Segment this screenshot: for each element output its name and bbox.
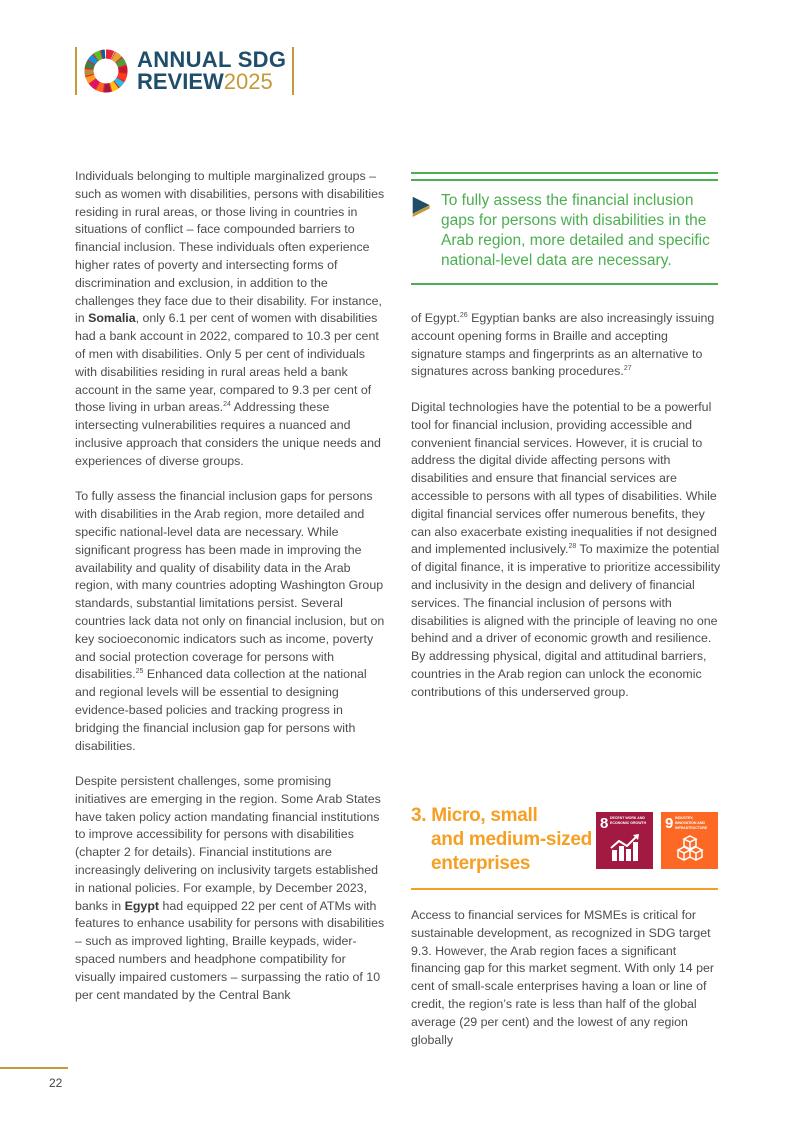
title-year: 2025 [223,69,273,94]
paragraph [411,399,721,702]
cubes-icon [675,834,705,864]
left-column [75,168,385,1022]
text: Enhanced data collection at the national and regional levels will be essential to designing evidence-based policies and tracking progress in bridging the financial inclusion gap for persons with disabilities. [75,667,367,753]
title-line-1: ANNUAL SDG [137,47,287,72]
text: To fully assess the financial inclusion gaps for persons with disabilities in the Arab region, more detailed and specific national-level data are necessary. While significant progress has been made in improving the availability and quality of disability data in the Arab region, with many countries adopting Washington Group standards, substantial limitations persist. Several countries lack data not only on financial inclusion, but on key socioeconomic indicators such as income, poverty and social protection coverage for persons with disabilities. [75,489,385,682]
sdg-number: 9 [665,815,674,832]
text: To maximize the potential of digital finance, it is imperative to prioritize accessibility and inclusivity in the design and delivery of financial services. The financial inclusion of persons with disabilities is aligned with the principle of leaving no one behind and a driver of economic growth and resilience. By addressing physical, digital and attitudinal barriers, countries in the Arab region can unlock the economic contributions of this underserved group. [411,542,721,699]
pull-quote-top-rule [411,172,718,181]
triangle-pointer-icon [411,191,433,217]
text: of Egypt. [411,311,460,325]
right-column [411,310,721,719]
footer-rule [0,1067,68,1069]
paragraph [75,168,385,471]
title-review: REVIEW [137,69,224,94]
section-rule [411,888,718,890]
report-header [75,46,294,96]
page-number: 22 [49,1076,63,1090]
paragraph [75,488,385,755]
sdg-number: 8 [600,815,609,832]
sdg-icons [596,804,718,876]
pull-quote-text: To fully assess the financial inclusion gaps for persons with disabilities in the Arab region, more detailed and specific national-level data are necessary. [441,192,710,269]
section-msme [411,804,718,890]
header-divider-right [292,47,294,95]
sdg-8-badge [596,812,653,869]
paragraph: Access to financial services for MSMEs is critical for sustainable development, as recognized in SDG target 9.3. However, the Arab region faces a significant financing gap for this market segment. With only 14 per cent of small-scale enterprises having a loan or line of credit, the region’s rate is less than half of the global average (29 per cent) and the lowest of any region globally [411,908,715,1047]
text: Egyptian banks are also increasingly issuing account opening forms in Braille and accepting signature stamps and fingerprints as an alternative to signatures across banking procedures. [411,311,715,379]
text: Addressing these intersecting vulnerabilities requires a nuanced and inclusive approach that considers the unique needs and experiences of diverse groups. [75,400,381,468]
text: , only 6.1 per cent of women with disabilities had a bank account in 2022, compared to 10.3 per cent of men with disabilities. Only 5 per cent of individuals with disabilities residing in rural areas held a bank account in the same year, compared to 9.3 per cent of those living in urban areas. [75,311,379,415]
footnote-ref[interactable]: 24 [223,401,231,409]
bold-country: Egypt [124,898,160,913]
right-column-continued [411,907,721,1067]
text: had equipped 22 per cent of ATMs with features to enhance usability for persons with disabilities – such as improved lighting, Braille keypads, wider-spaced numbers and headphone compatibility for visually impaired customers – surpassing the ratio of 10 per cent mandated by the Central Bank [75,898,385,1002]
footnote-ref[interactable]: 28 [568,543,577,551]
report-title [137,49,286,93]
footnote-ref[interactable]: 27 [623,365,632,373]
sdg-color-wheel-icon [83,48,129,94]
heading-line: enterprises [431,853,531,874]
title-line-2 [137,71,286,93]
text: Digital technologies have the potential to be a powerful tool for financial inclusion, providing accessible and convenient financial services. However, it is crucial to address the digital divide affecting persons with disabilities and ensure that financial services are accessible to persons with all types of disabilities. While digital financial services offer numerous benefits, they can also exacerbate existing inequalities if not designed and implemented inclusively. [411,399,717,557]
text: Individuals belonging to multiple marginalized groups – such as women with disabilities, persons with disabilities residing in rural areas, or those living in countries in situations of conflict – face compounded barriers to financial inclusion. These individuals often experience higher rates of poverty and intersecting forms of discrimination and exclusion, in addition to the challenges they face due to their disability. For instance, in [75,169,385,326]
sdg-9-badge [661,812,718,869]
paragraph [75,773,385,1004]
heading-line: and medium-sized [431,829,592,850]
footnote-ref[interactable]: 26 [459,312,468,319]
sdg-label: INDUSTRY, INNOVATION AND INFRASTRUCTURE [675,816,708,830]
sdg-label: DECENT WORK AND ECONOMIC GROWTH [610,816,647,825]
section-heading [411,804,592,876]
pull-quote-bottom-rule [411,283,718,285]
bold-country: Somalia [88,311,136,326]
paragraph [411,310,721,381]
header-divider-left [75,47,77,95]
growth-chart-icon [610,834,640,862]
pull-quote [411,172,718,285]
heading-line: 3. Micro, small [411,805,538,826]
footnote-ref[interactable]: 25 [135,668,144,676]
text: Despite persistent challenges, some promising initiatives are emerging in the region. Some Arab States have taken policy action mandating financial institutions to improve accessibility for persons with disabilities (chapter 2 for details). Financial institutions are increasingly delivering on inclusivity targets established in national policies. For example, by December 2023, banks in [75,774,381,913]
